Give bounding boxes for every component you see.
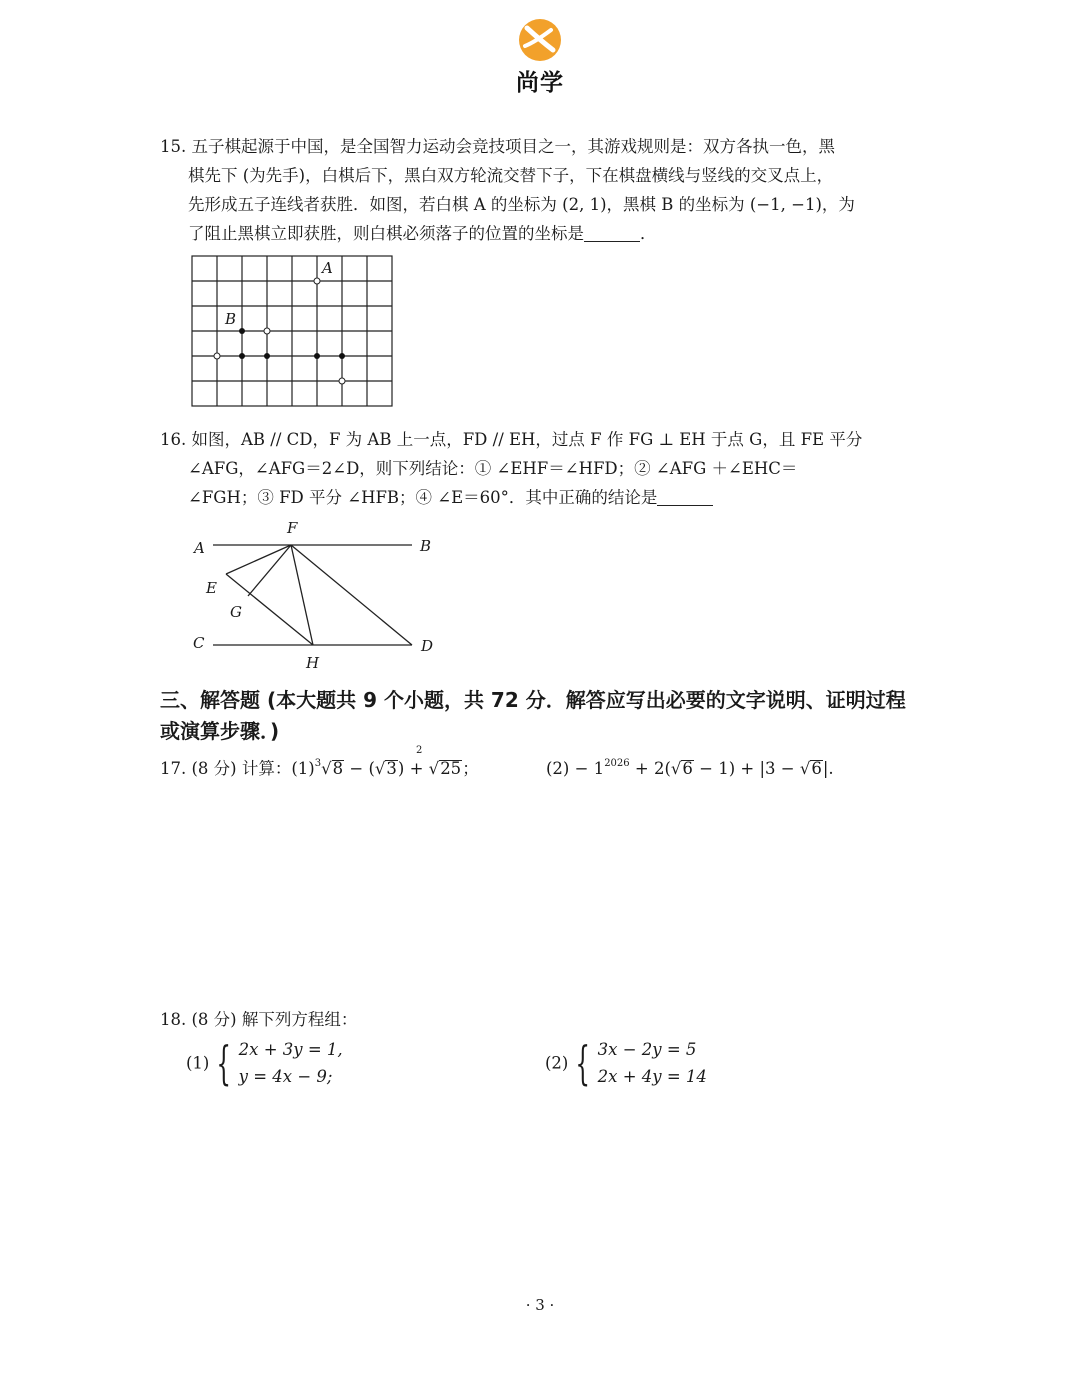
black-stone (239, 353, 245, 359)
q17-line (160, 749, 479, 783)
q18-title: 18. (8 分) 解下列方程组： (160, 1010, 358, 1029)
q15-answer-blank (584, 225, 640, 242)
q17-radicand-8: 8 (332, 759, 344, 778)
label-b: B (225, 310, 237, 328)
q17-cube-root-index: 3 (314, 758, 322, 769)
radical-sign-icon: √ (321, 759, 332, 778)
q17-p2-mid2: − 1) + |3 − (693, 759, 800, 778)
q17-radicand-3: 3 (386, 759, 397, 778)
q17-radicand-25: 25 (440, 759, 462, 778)
q17-p1-exponent: 2 (416, 745, 423, 756)
q17-p2-radicand-6a: 6 (682, 759, 693, 778)
left-brace-icon: { (216, 1036, 232, 1090)
q17-exponent-overlay (416, 745, 422, 765)
q17-p1-end: ； (462, 759, 479, 778)
q16-answer-blank (657, 489, 713, 506)
black-stone-b (239, 328, 245, 334)
q17-p2-radicand-6b: 6 (811, 759, 822, 778)
question-17 (160, 749, 479, 783)
q16-line-3 (160, 483, 862, 512)
white-stone-a (314, 278, 320, 284)
geometry-figure (185, 515, 445, 675)
q18-system-1-equations (239, 1036, 343, 1090)
label-b: B (420, 537, 432, 555)
q18-part-2-label: (2) (545, 1053, 569, 1073)
q15-line-2: 棋先下 (为先手)，白棋后下，黑白双方轮流交替下子，下在棋盘横线与竖线的交叉点上， (188, 166, 834, 185)
q18-part-2-eq-1: 3x − 2y = 5 (597, 1040, 697, 1059)
question-15 (160, 132, 855, 248)
radical-sign-icon: √ (374, 759, 386, 778)
section-3-heading-line-2: 或演算步骤．) (160, 719, 280, 743)
black-stone (339, 353, 345, 359)
q17-p2-end: |. (822, 759, 834, 778)
radical-sign-icon: √ (670, 759, 682, 778)
label-d: D (421, 637, 434, 655)
white-stone (214, 353, 220, 359)
q17-p2-exponent: 2026 (604, 758, 630, 769)
q15-line-4-end: ． (640, 224, 657, 243)
q17-prefix: 17. (8 分) 计算：(1) (160, 759, 315, 778)
q16-line-2: ∠AFG，∠AFG＝2∠D，则下列结论：① ∠EHF＝∠HFD；② ∠AFG ＋∠EHC＝ (188, 459, 798, 478)
white-stone (339, 378, 345, 384)
q16-line-1: 16. 如图，AB // CD，F 为 AB 上一点，FD // EH，过点 F 作 FG ⊥ EH 于点 G，且 FE 平分 (160, 430, 863, 449)
q17-p1-plus: ) + (397, 759, 429, 778)
label-h: H (306, 654, 320, 672)
white-stone (264, 328, 270, 334)
q15-line-4 (160, 219, 855, 248)
q17-p1-mid: − ( (344, 759, 375, 778)
question-18 (160, 1005, 357, 1034)
q18-part-1-eq-1: 2x + 3y = 1, (238, 1040, 343, 1059)
question-16 (160, 425, 862, 512)
label-f: F (287, 519, 298, 537)
q18-system-2 (545, 1036, 707, 1090)
brand-logo-text: 尚学 (516, 70, 564, 96)
question-17-part-2 (546, 749, 834, 783)
q18-part-1-label: (1) (186, 1053, 210, 1073)
q15-line-4-text: 了阻止黑棋立即获胜，则白棋必须落子的位置的坐标是 (188, 224, 584, 243)
label-g: G (230, 603, 242, 621)
q15-line-3: 先形成五子连线者获胜．如图，若白棋 A 的坐标为 (2, 1)，黑棋 B 的坐标为 (−1, −1)，为 (188, 195, 855, 214)
q18-system-2-equations (598, 1036, 707, 1090)
q18-system-1 (186, 1036, 343, 1090)
q18-part-1-eq-2: y = 4x − 9; (238, 1067, 333, 1086)
q17-p2-mid: + 2( (629, 759, 671, 778)
label-c: C (193, 634, 205, 652)
label-a: A (194, 539, 205, 557)
label-e: E (206, 579, 217, 597)
q17-p2-start: (2) − 1 (546, 759, 605, 778)
q18-part-2-eq-2: 2x + 4y = 14 (597, 1067, 707, 1086)
radical-sign-icon: √ (428, 759, 440, 778)
black-stone (314, 353, 320, 359)
left-brace-icon: { (575, 1036, 591, 1090)
section-3-heading-line-1: 三、解答题 (本大题共 9 个小题，共 72 分．解答应写出必要的文字说明、证明过程 (160, 688, 906, 712)
q15-line-1: 15. 五子棋起源于中国，是全国智力运动会竞技项目之一，其游戏规则是：双方各执一色，黑 (160, 137, 835, 156)
label-a: A (322, 259, 333, 277)
q17-part-2-line (546, 749, 834, 783)
q16-line-3-text: ∠FGH；③ FD 平分 ∠HFB；④ ∠E＝60°．其中正确的结论是 (188, 488, 658, 507)
gomoku-board-figure (188, 252, 398, 412)
page-number: · 3 · (525, 1296, 555, 1314)
black-stone (264, 353, 270, 359)
radical-sign-icon: √ (799, 759, 811, 778)
